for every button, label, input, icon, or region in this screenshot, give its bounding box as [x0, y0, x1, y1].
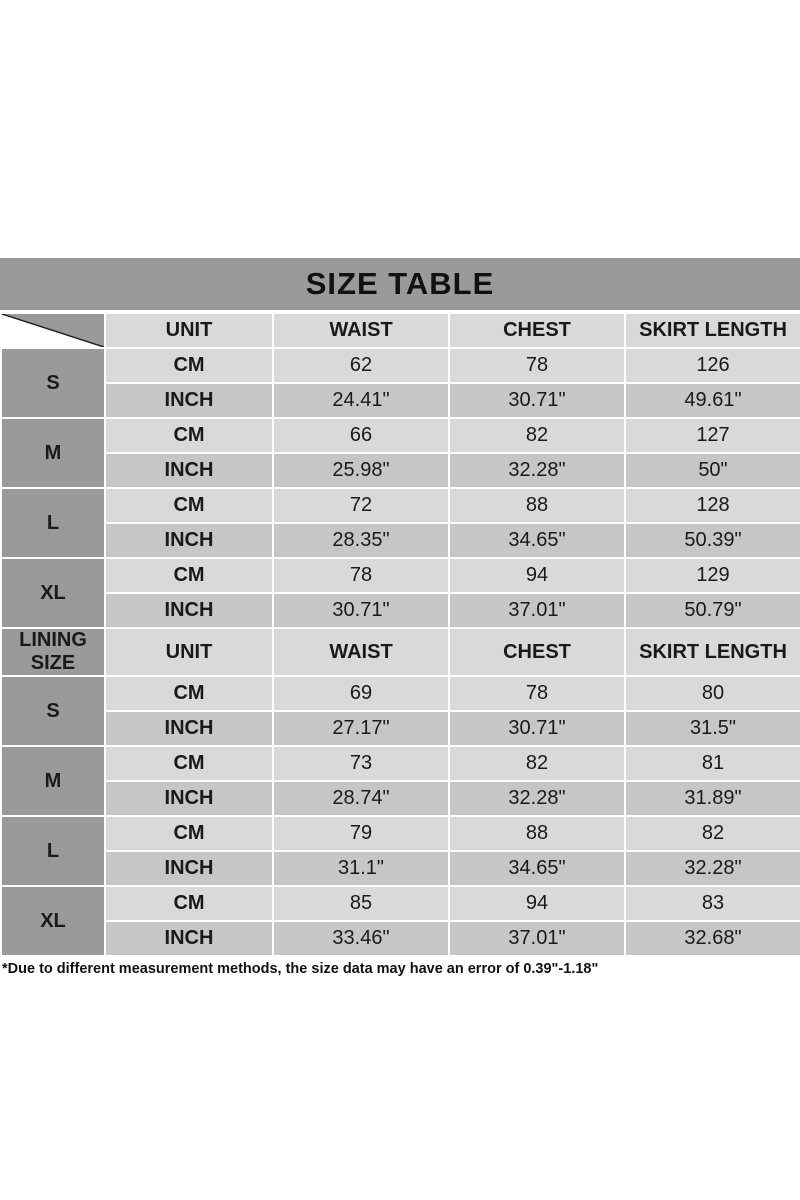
value-skirt-length: 50" [625, 453, 800, 488]
size-label-outer-xl: XL [1, 558, 105, 628]
size-label-lining-s: S [1, 676, 105, 746]
column-header-chest: CHEST [449, 313, 625, 348]
value-waist: 24.41" [273, 383, 449, 418]
value-chest: 32.28" [449, 781, 625, 816]
table-row [1, 746, 800, 781]
value-waist: 30.71" [273, 593, 449, 628]
size-label-lining-l: L [1, 816, 105, 886]
unit-inch: INCH [105, 921, 273, 956]
value-chest: 88 [449, 816, 625, 851]
value-waist: 33.46" [273, 921, 449, 956]
unit-inch: INCH [105, 711, 273, 746]
value-chest: 32.28" [449, 453, 625, 488]
value-waist: 79 [273, 816, 449, 851]
unit-inch: INCH [105, 383, 273, 418]
value-waist: 25.98" [273, 453, 449, 488]
diagonal-slash-icon [2, 314, 104, 347]
unit-cm: CM [105, 676, 273, 711]
value-skirt-length: 80 [625, 676, 800, 711]
table-row [1, 348, 800, 383]
value-chest: 78 [449, 348, 625, 383]
table-row [1, 816, 800, 851]
value-skirt-length: 31.5" [625, 711, 800, 746]
value-waist: 62 [273, 348, 449, 383]
value-chest: 30.71" [449, 711, 625, 746]
unit-cm: CM [105, 816, 273, 851]
column-header-unit: UNIT [105, 628, 273, 676]
table-row [1, 558, 800, 593]
value-chest: 30.71" [449, 383, 625, 418]
column-header-waist: WAIST [273, 313, 449, 348]
value-waist: 69 [273, 676, 449, 711]
unit-inch: INCH [105, 781, 273, 816]
table-header-row-outer [1, 313, 800, 348]
value-skirt-length: 49.61" [625, 383, 800, 418]
unit-cm: CM [105, 488, 273, 523]
column-header-skirt-length: SKIRT LENGTH [625, 628, 800, 676]
value-waist: 72 [273, 488, 449, 523]
unit-cm: CM [105, 746, 273, 781]
value-waist: 28.35" [273, 523, 449, 558]
lining-size-label: LINING SIZE [1, 628, 105, 676]
table-row [1, 781, 800, 816]
table-row [1, 453, 800, 488]
column-header-skirt-length: SKIRT LENGTH [625, 313, 800, 348]
column-header-waist: WAIST [273, 628, 449, 676]
value-skirt-length: 31.89" [625, 781, 800, 816]
size-label-outer-l: L [1, 488, 105, 558]
value-skirt-length: 126 [625, 348, 800, 383]
value-skirt-length: 32.28" [625, 851, 800, 886]
table-row [1, 488, 800, 523]
value-skirt-length: 83 [625, 886, 800, 921]
column-header-unit: UNIT [105, 313, 273, 348]
size-label-outer-s: S [1, 348, 105, 418]
table-header-row-lining [1, 628, 800, 676]
value-waist: 85 [273, 886, 449, 921]
table-row [1, 383, 800, 418]
value-skirt-length: 127 [625, 418, 800, 453]
value-chest: 34.65" [449, 523, 625, 558]
size-label-outer-m: M [1, 418, 105, 488]
value-skirt-length: 128 [625, 488, 800, 523]
value-skirt-length: 129 [625, 558, 800, 593]
value-chest: 88 [449, 488, 625, 523]
value-waist: 31.1" [273, 851, 449, 886]
unit-cm: CM [105, 348, 273, 383]
column-header-chest: CHEST [449, 628, 625, 676]
table-row [1, 711, 800, 746]
unit-cm: CM [105, 418, 273, 453]
size-table-title-bar [0, 258, 800, 312]
size-chart [0, 258, 800, 977]
value-chest: 82 [449, 746, 625, 781]
value-waist: 66 [273, 418, 449, 453]
unit-inch: INCH [105, 851, 273, 886]
unit-inch: INCH [105, 523, 273, 558]
table-row [1, 886, 800, 921]
value-skirt-length: 50.79" [625, 593, 800, 628]
value-skirt-length: 81 [625, 746, 800, 781]
value-waist: 27.17" [273, 711, 449, 746]
measurements-table [0, 312, 800, 957]
table-row [1, 418, 800, 453]
table-row [1, 851, 800, 886]
value-skirt-length: 50.39" [625, 523, 800, 558]
value-chest: 94 [449, 558, 625, 593]
corner-slash-cell [1, 313, 105, 348]
measurement-footnote: *Due to different measurement methods, the size data may have an error of 0.39"-1.18" [0, 957, 800, 977]
value-chest: 82 [449, 418, 625, 453]
value-waist: 28.74" [273, 781, 449, 816]
unit-inch: INCH [105, 453, 273, 488]
value-skirt-length: 32.68" [625, 921, 800, 956]
value-waist: 73 [273, 746, 449, 781]
page-title: SIZE TABLE [305, 266, 495, 301]
size-label-lining-m: M [1, 746, 105, 816]
table-row [1, 523, 800, 558]
value-chest: 37.01" [449, 593, 625, 628]
table-row [1, 676, 800, 711]
value-skirt-length: 82 [625, 816, 800, 851]
table-row [1, 921, 800, 956]
table-row [1, 593, 800, 628]
value-chest: 37.01" [449, 921, 625, 956]
size-label-lining-xl: XL [1, 886, 105, 956]
value-waist: 78 [273, 558, 449, 593]
unit-cm: CM [105, 558, 273, 593]
value-chest: 94 [449, 886, 625, 921]
unit-cm: CM [105, 886, 273, 921]
value-chest: 78 [449, 676, 625, 711]
value-chest: 34.65" [449, 851, 625, 886]
unit-inch: INCH [105, 593, 273, 628]
